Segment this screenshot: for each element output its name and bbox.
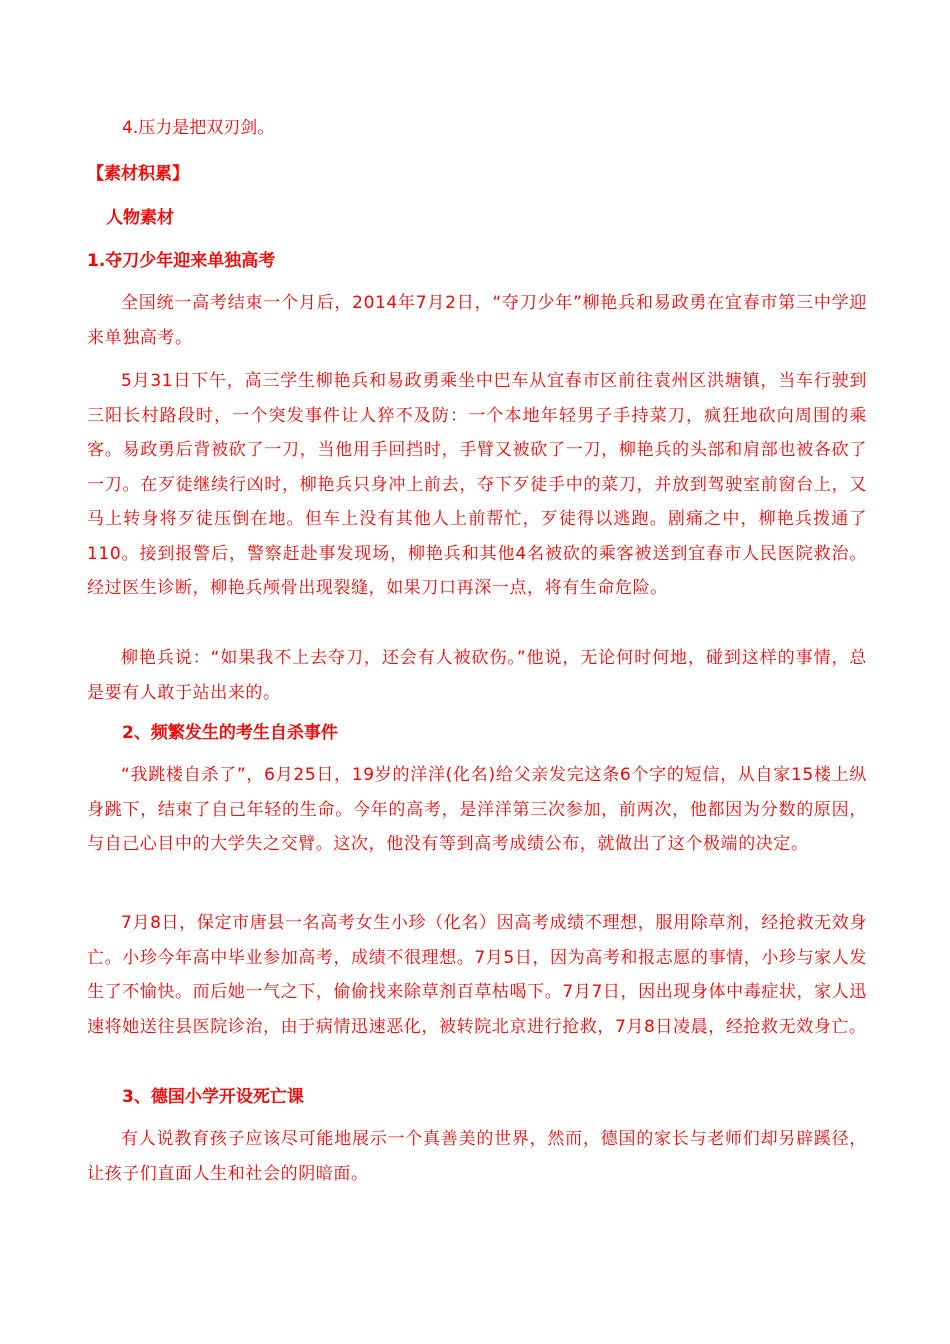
item-3-title: 3、德国小学开设死亡课	[122, 1087, 304, 1107]
item-1-paragraph-1: 全国统一高考结束一个月后，2014年7月2日，“夺刀少年”柳艳兵和易政勇在宜春市第三中学迎来单独高考。	[87, 293, 867, 348]
subsection-heading: 人物素材	[106, 208, 174, 228]
item-1-paragraph-2: 5月31日下午，高三学生柳艳兵和易政勇乘坐中巴车从宜春市区前往袁州区洪塘镇，当车行驶到三阳长村路段时，一个突发事件让人猝不及防：一个本地年轻男子手持菜刀，疯狂地砍向周围的乘客。易政勇后背被砍了一刀，当他用手回挡时，手臂又被砍了一刀，柳艳兵的头部和肩部也被各砍了一刀。在歹徒继续行凶时，柳艳兵只身冲上前去，夺下歹徒手中的菜刀，并放到驾驶室前窗台上，又马上转身将歹徒压倒在地。但车上没有其他人上前帮忙，歹徒得以逃跑。剧痛之中，柳艳兵拨通了110。接到报警后，警察赶赴事发现场，柳艳兵和其他4名被砍的乘客被送到宜春市人民医院救治。经过医生诊断，柳艳兵颅骨出现裂缝，如果刀口再深一点，将有生命危险。	[87, 371, 867, 598]
item-1-title: 1.夺刀少年迎来单独高考	[87, 251, 276, 271]
intro-point: 4.压力是把双刃剑。	[122, 118, 275, 138]
item-2-paragraph-1: “我跳楼自杀了”，6月25日，19岁的洋洋(化名)给父亲发完这条6个字的短信，从自家15楼上纵身跳下，结束了自己年轻的生命。今年的高考，是洋洋第三次参加，前两次，他都因为分数的原因，与自己心目中的大学失之交臂。这次，他没有等到高考成绩公布，就做出了这个极端的决定。	[87, 765, 867, 854]
item-1-paragraph-3: 柳艳兵说：“如果我不上去夺刀，还会有人被砍伤。”他说，无论何时何地，碰到这样的事情，总是要有人敢于站出来的。	[87, 648, 867, 703]
item-3-paragraph-1: 有人说教育孩子应该尽可能地展示一个真善美的世界，然而，德国的家长与老师们却另辟蹊径，让孩子们直面人生和社会的阴暗面。	[87, 1129, 867, 1184]
item-2-title: 2、频繁发生的考生自杀事件	[122, 723, 338, 743]
section-heading: 【素材积累】	[87, 164, 189, 184]
item-2-paragraph-2: 7月8日，保定市唐县一名高考女生小珍（化名）因高考成绩不理想，服用除草剂，经抢救无效身亡。小珍今年高中毕业参加高考，成绩不很理想。7月5日，因为高考和报志愿的事情，小珍与家人发生了不愉快。而后她一气之下，偷偷找来除草剂百草枯喝下。7月7日，因出现身体中毒症状，家人迅速将她送往县医院诊治，由于病情迅速恶化，被转院北京进行抢救，7月8日凌晨，经抢救无效身亡。	[87, 913, 867, 1037]
